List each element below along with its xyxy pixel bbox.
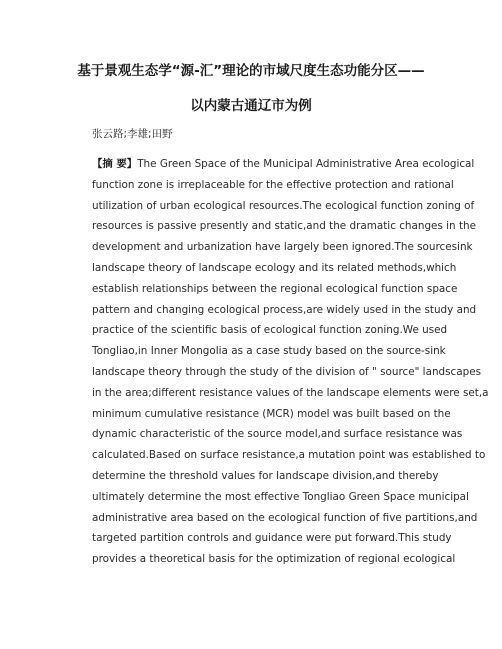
abstract-line: resources is passive presently and static,and the dramatic changes in the: [92, 220, 476, 233]
abstract-line: ultimately determine the most effective Tongliao Green Space municipal: [92, 490, 469, 503]
abstract-line: calculated.Based on surface resistance,a mutation point was established to: [92, 449, 486, 462]
abstract-line: landscape theory of landscape ecology and its related methods,which: [92, 261, 457, 274]
abstract-line: landscape theory through the study of the division of " source" landscapes: [92, 365, 482, 378]
abstract-line: administrative area based on the ecological function of five partitions,and: [92, 511, 478, 524]
abstract-line: development and urbanization have largely been ignored.The sourcesink: [92, 241, 473, 254]
abstract-line: practice of the scientific basis of ecological function zoning.We used: [92, 324, 448, 337]
author-list: 张云路;李雄;田野: [92, 128, 173, 140]
abstract-line: [92, 154, 475, 175]
abstract-line: targeted partition controls and guidance were put forward.This study: [92, 532, 452, 545]
abstract-line: provides a theoretical basis for the optimization of regional ecological: [92, 553, 456, 566]
abstract-line: pattern and changing ecological process,are widely used in the study and: [92, 303, 477, 316]
abstract-line: function zone is irreplaceable for the effective protection and rational: [92, 178, 454, 191]
abstract-line: utilization of urban ecological resources.The ecological function zoning of: [92, 199, 475, 212]
paper-title-line-2: 以内蒙古通辽市为例: [190, 98, 312, 114]
abstract-line: determine the threshold values for landscape division,and thereby: [92, 469, 439, 482]
abstract: [92, 154, 489, 570]
abstract-line: dynamic characteristic of the source model,and surface resistance was: [92, 428, 463, 441]
abstract-line: establish relationships between the regional ecological function space: [92, 282, 458, 295]
abstract-text: The Green Space of the Municipal Administrative Area ecological: [137, 158, 475, 170]
paper-title-line-1: 基于景观生态学“源-汇”理论的市域尺度生态功能分区——: [77, 63, 425, 79]
abstract-line: minimum cumulative resistance (MCR) model was built based on the: [92, 407, 451, 420]
abstract-label: 【摘 要】: [92, 158, 138, 170]
abstract-line: Tongliao,in Inner Mongolia as a case study based on the source-sink: [92, 345, 446, 358]
abstract-line: in the area;different resistance values of the landscape elements were set,a: [92, 386, 489, 399]
